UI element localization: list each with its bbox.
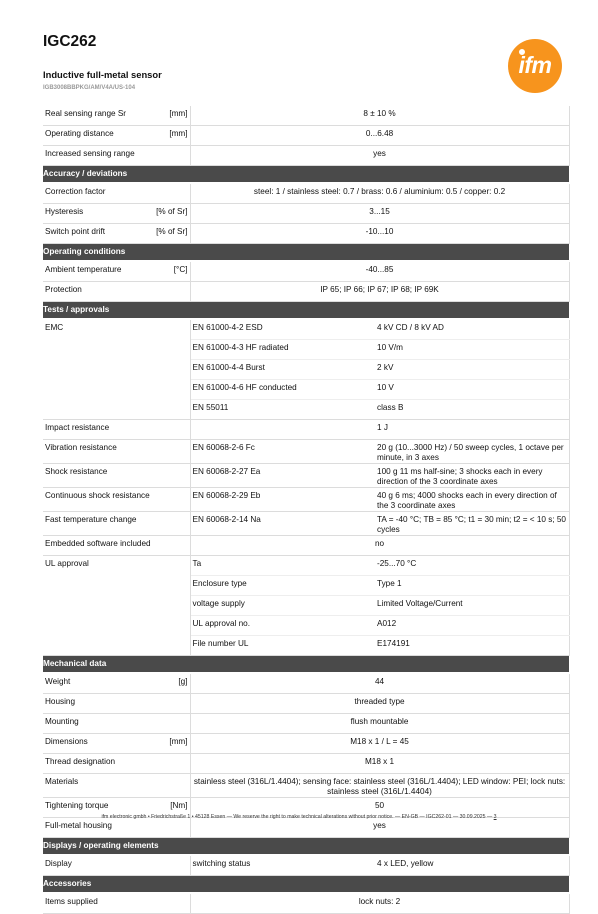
spec-key: EN 55011	[190, 400, 375, 420]
spec-row	[43, 893, 569, 914]
spec-subvalue: 1 J	[375, 420, 569, 440]
spec-subvalue: 20 g (10...3000 Hz) / 50 sweep cycles, 1 octave per minute, in 3 axes	[375, 440, 569, 464]
spec-row	[43, 146, 569, 166]
spec-value: steel: 1 / stainless steel: 0.7 / brass: 0.6 / aluminium: 0.5 / copper: 0.2	[190, 183, 569, 204]
spec-value: threaded type	[190, 694, 569, 714]
spec-label-text: Tightening torque	[45, 801, 109, 810]
spec-unit: [mm]	[169, 737, 188, 746]
spec-label-text: Protection	[45, 285, 82, 294]
section-header	[43, 166, 569, 184]
spec-label	[43, 183, 190, 204]
spec-row	[43, 855, 569, 876]
spec-subvalue: -25...70 °C	[375, 556, 569, 576]
spec-label	[43, 380, 190, 400]
section-title: Accessories	[43, 876, 569, 894]
spec-value: M18 x 1 / L = 45	[190, 734, 569, 754]
spec-row	[43, 340, 569, 360]
spec-subvalue: 2 kV	[375, 360, 569, 380]
section-header	[43, 838, 569, 856]
spec-subvalue: class B	[375, 400, 569, 420]
spec-key: voltage supply	[190, 596, 375, 616]
spec-row	[43, 536, 569, 556]
spec-label	[43, 576, 190, 596]
spec-key: EN 61000-4-4 Burst	[190, 360, 375, 380]
spec-row	[43, 596, 569, 616]
spec-row	[43, 360, 569, 380]
section-title: Displays / operating elements	[43, 838, 569, 856]
spec-key	[190, 420, 375, 440]
spec-row	[43, 400, 569, 420]
spec-label	[43, 754, 190, 774]
spec-value: 3...15	[190, 204, 569, 224]
section-header	[43, 656, 569, 674]
spec-unit: [% of Sr]	[156, 227, 188, 236]
spec-label: Shock resistance	[43, 464, 190, 488]
spec-label: Fast temperature change	[43, 512, 190, 536]
spec-label	[43, 636, 190, 656]
section-title: Accuracy / deviations	[43, 166, 569, 184]
product-title: IGC262	[43, 33, 97, 50]
section-title: Tests / approvals	[43, 302, 569, 320]
spec-label: Vibration resistance	[43, 440, 190, 464]
spec-label-text: Housing	[45, 697, 76, 706]
spec-unit: [mm]	[169, 129, 188, 138]
spec-subvalue: Type 1	[375, 576, 569, 596]
spec-value: no	[190, 536, 569, 556]
section-header	[43, 876, 569, 894]
spec-unit: [g]	[178, 677, 188, 686]
footer-text: ifm electronic gmbh • Friedrichstraße 1 • 45128 Essen — We reserve the right to make technical alterations without prior notice. — EN-GB — IGC262-01 — 30.09.2025 —	[101, 814, 493, 820]
spec-row	[43, 734, 569, 754]
spec-key: EN 61000-4-6 HF conducted	[190, 380, 375, 400]
article-number: IGB3008BBPKG/AM/V4A/US-104	[43, 85, 136, 91]
spec-row	[43, 512, 569, 536]
spec-row	[43, 183, 569, 204]
spec-row	[43, 714, 569, 734]
spec-label-text: Hysteresis	[45, 207, 84, 216]
spec-row	[43, 636, 569, 656]
spec-label-text: Weight	[45, 677, 71, 686]
section-title: Mechanical data	[43, 656, 569, 674]
ifm-logo	[508, 39, 562, 93]
spec-row	[43, 673, 569, 694]
spec-value: 0...6.48	[190, 126, 569, 146]
spec-label	[43, 106, 190, 126]
spec-label	[43, 694, 190, 714]
spec-label: Impact resistance	[43, 420, 190, 440]
spec-unit: [% of Sr]	[156, 207, 188, 216]
section-header	[43, 302, 569, 320]
spec-row	[43, 576, 569, 596]
spec-label-text: Full-metal housing	[45, 821, 112, 830]
spec-row	[43, 818, 569, 838]
page-number[interactable]: 3	[493, 814, 497, 820]
spec-label	[43, 400, 190, 420]
spec-subvalue: 100 g 11 ms half-sine; 3 shocks each in every direction of the 3 coordinate axes	[375, 464, 569, 488]
spec-table	[43, 106, 570, 914]
section-header	[43, 244, 569, 262]
spec-value: 44	[190, 673, 569, 694]
spec-label	[43, 893, 190, 914]
spec-value: 50	[190, 798, 569, 818]
spec-key: switching status	[190, 855, 375, 876]
spec-subvalue: Limited Voltage/Current	[375, 596, 569, 616]
spec-label	[43, 734, 190, 754]
spec-key: Ta	[190, 556, 375, 576]
spec-row	[43, 106, 569, 126]
spec-row	[43, 464, 569, 488]
logo-text: ifm	[518, 52, 552, 78]
spec-key: UL approval no.	[190, 616, 375, 636]
spec-label-text: Items supplied	[45, 897, 98, 906]
spec-value: M18 x 1	[190, 754, 569, 774]
spec-row	[43, 694, 569, 714]
spec-label	[43, 204, 190, 224]
spec-row	[43, 204, 569, 224]
spec-key: EN 60068-2-14 Na	[190, 512, 375, 536]
spec-row	[43, 224, 569, 244]
spec-label	[43, 261, 190, 282]
spec-label: Display	[43, 855, 190, 876]
spec-value: yes	[190, 146, 569, 166]
spec-label	[43, 616, 190, 636]
spec-label	[43, 126, 190, 146]
spec-label: EMC	[43, 319, 190, 340]
spec-label	[43, 596, 190, 616]
spec-unit: [Nm]	[170, 801, 188, 810]
spec-label: UL approval	[43, 556, 190, 576]
spec-subvalue: 4 x LED, yellow	[375, 855, 569, 876]
spec-value: yes	[190, 818, 569, 838]
spec-label	[43, 282, 190, 302]
spec-row	[43, 754, 569, 774]
spec-row	[43, 380, 569, 400]
spec-row	[43, 420, 569, 440]
spec-key: File number UL	[190, 636, 375, 656]
spec-key: EN 60068-2-27 Ea	[190, 464, 375, 488]
spec-key: EN 61000-4-2 ESD	[190, 319, 375, 340]
spec-row	[43, 282, 569, 302]
spec-row	[43, 440, 569, 464]
spec-label-text: Materials	[45, 777, 79, 786]
spec-value: flush mountable	[190, 714, 569, 734]
spec-label: Continuous shock resistance	[43, 488, 190, 512]
spec-row	[43, 126, 569, 146]
spec-label	[43, 360, 190, 380]
spec-label	[43, 673, 190, 694]
product-subtitle: Inductive full-metal sensor	[43, 69, 162, 80]
spec-value: -40...85	[190, 261, 569, 282]
spec-subvalue: E174191	[375, 636, 569, 656]
spec-row	[43, 774, 569, 798]
spec-subvalue: 10 V/m	[375, 340, 569, 360]
spec-label	[43, 224, 190, 244]
spec-row	[43, 556, 569, 576]
spec-label-text: Operating distance	[45, 129, 114, 138]
spec-key: Enclosure type	[190, 576, 375, 596]
spec-label	[43, 818, 190, 838]
spec-label-text: Increased sensing range	[45, 149, 135, 158]
spec-unit: [°C]	[173, 265, 188, 274]
spec-label-text: Dimensions	[45, 737, 88, 746]
spec-row	[43, 616, 569, 636]
spec-label-text: Real sensing range Sr	[45, 109, 127, 118]
spec-label	[43, 714, 190, 734]
spec-key: EN 60068-2-6 Fc	[190, 440, 375, 464]
spec-subvalue: 4 kV CD / 8 kV AD	[375, 319, 569, 340]
spec-key: EN 61000-4-3 HF radiated	[190, 340, 375, 360]
spec-key: EN 60068-2-29 Eb	[190, 488, 375, 512]
spec-label	[43, 340, 190, 360]
spec-value: 8 ± 10 %	[190, 106, 569, 126]
footer	[0, 814, 598, 820]
spec-value: stainless steel (316L/1.4404); sensing face: stainless steel (316L/1.4404); LED window: PEI; lock nuts: stainless steel (316L/1.4404)	[190, 774, 569, 798]
spec-value: lock nuts: 2	[190, 893, 569, 914]
spec-value: IP 65; IP 66; IP 67; IP 68; IP 69K	[190, 282, 569, 302]
spec-label-text: Embedded software included	[45, 539, 151, 548]
spec-label	[43, 536, 190, 556]
spec-unit: [mm]	[169, 109, 188, 118]
spec-label-text: Switch point drift	[45, 227, 106, 236]
spec-subvalue: 40 g 6 ms; 4000 shocks each in every direction of the 3 coordinate axes	[375, 488, 569, 512]
spec-subvalue: TA = -40 °C; TB = 85 °C; t1 = 30 min; t2 = < 10 s; 50 cycles	[375, 512, 569, 536]
spec-label-text: Mounting	[45, 717, 79, 726]
section-title: Operating conditions	[43, 244, 569, 262]
spec-label	[43, 774, 190, 798]
spec-value: -10...10	[190, 224, 569, 244]
spec-label-text: Thread designation	[45, 757, 116, 766]
spec-row	[43, 488, 569, 512]
spec-row	[43, 261, 569, 282]
spec-label-text: Ambient temperature	[45, 265, 122, 274]
spec-label-text: Correction factor	[45, 187, 106, 196]
spec-subvalue: A012	[375, 616, 569, 636]
spec-row	[43, 319, 569, 340]
spec-label	[43, 146, 190, 166]
spec-subvalue: 10 V	[375, 380, 569, 400]
